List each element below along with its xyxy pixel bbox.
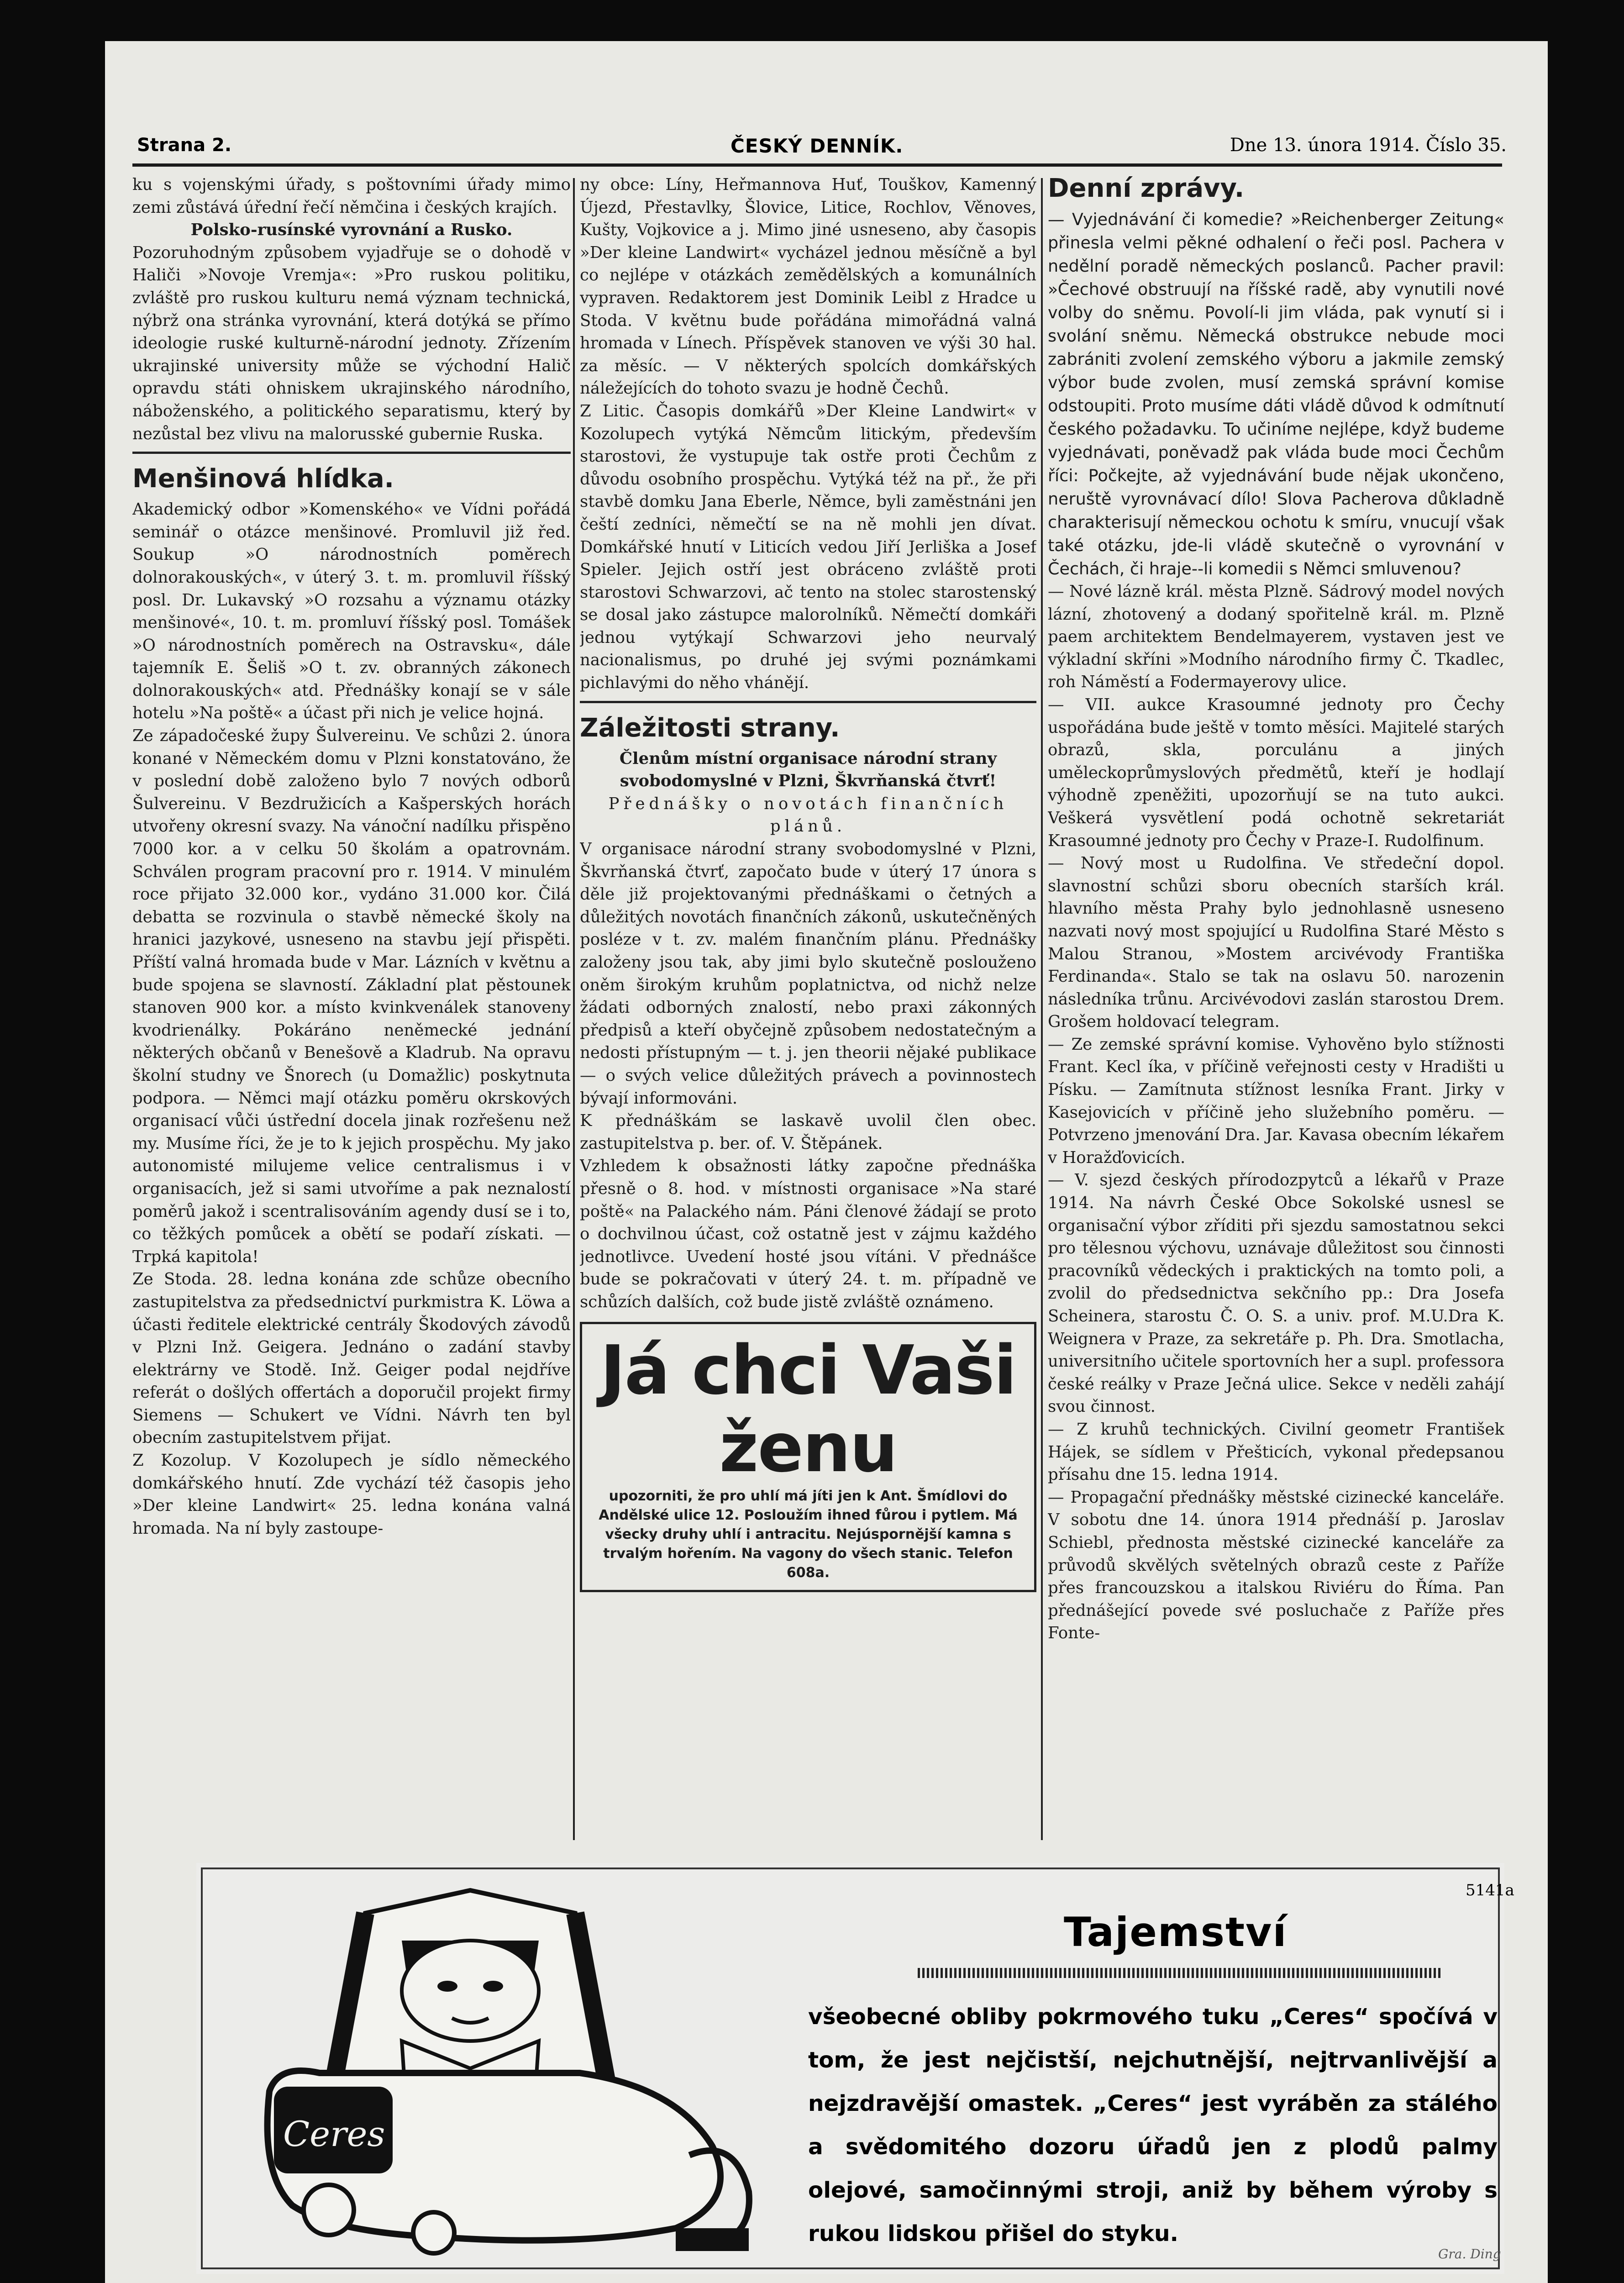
article-text: — Z kruhů technických. Civilní geometr František Hájek, se sídlem v Přešticích, vykonal předepsanou přísahu dne 15. ledna 1914. (1048, 1420, 1504, 1484)
newspaper-page (105, 41, 1548, 2283)
section-heading: Menšinová hlídka. (132, 464, 394, 494)
article-text: ny obce: Líny, Heřmannova Huť, Touškov, Kamenný Újezd, Přestavlky, Šlovice, Litice, Rochlov, Věnoves, Kušty, Vojkovice a j. Mimo jiné usneseno, aby časopis »Der kleine Landwirt« vycházel jednou měsíčně a byl co nejlépe v otázkách zemědělských a komunálních vypraven. Redaktorem jest Dominik Leibl z Hradce u Stoda. V květnu bude pořádána mimořádná valná hromada v Línech. Příspěvek stanoven ve výši 30 hal. za měsíc. — V některých spolcích domkářských náležejících do tohoto svazu je hodně Čechů. (580, 175, 1036, 398)
article-text: — Vyjednávání či komedie? »Reichenberger Zeitung« přinesla velmi pěkné odhalení o řeči posl. Pachera v nedělní poradě německých poslanců. Pacher pravil: »Čechové obstruují na říšské radě, aby vynutili nové volby do sněmu. Povolí-li jim vláda, pak vynutí si i svolání sněmu. Německá obstrukce nebude moci zabrániti zvolení zemského výboru a jakmile zemský výbor bude zvolen, musí zemská správní komise odstoupiti. Proto musíme dáti vládě důvod k odmítnutí českého požadavku. To učiníme nejlépe, když budeme vyjednávati, poněvadž pak vláda bude moci Čechům říci: Počkejte, až vyjednávání bude nějak ukončeno, neruště vyrovnávací dílo! Slova Pacherova důkladně charakterisují německou ochotu k smíru, vnucují však také otázku, jde-li vládě skutečně o vyrovnání v Čechách, či hraje--li komedii s Němci smluvenou? (1048, 210, 1504, 579)
header-rule (132, 163, 1502, 167)
article-text: — V. sjezd českých přírodozpytců a lékařů v Praze 1914. Na návrh České Obce Sokolské usnesl se organisační výbor zříditi při sjezdu samostatnou sekci pro tělesnou výchovu, uznávaje důležitost sou činnosti pracovníků vědeckých i praktických na tomto poli, a zvolil do předsednictva sekčního pp.: Dra Josefa Scheinera, starostu Č. O. S. a univ. prof. M.U.Dra K. Weignera v Praze, za sekretáře p. Ph. Dra. Smotlacha, universitního učitele sportovních her a supl. professora české reálky v Praze Ječná ulice. Sekce v neděli zahájí svou činnost. (1048, 1171, 1504, 1416)
column-divider (573, 178, 575, 1840)
section-divider (132, 452, 571, 454)
article-text: Ze západočeské župy Šulvereinu. Ve schůzi 2. února konané v Německém domu v Plzni konstatováno, že v poslední době založeno bylo 7 nových odborů Šulvereinu. V Bezdružicích a Kašperských horách utvořeny okresní svazy. Na vánoční nadílku přispěno 7000 kor. a v celku 50 školám a opatrovnám. Schválen program pracovní pro r. 1914. V minulém roce přijato 32.000 kor., vydáno 31.000 kor. Čilá debatta se rozvinula o stavbě německé školy na hranici jazykové, usneseno na stavbu její přispěti. Příští valná hromada bude v Mar. Lázních v květnu a bude spojena se slavností. Základní plat pěstounek stanoven 900 kor. a místo kvinkvenálek stanoveny kvodrienálky. Pokáráno neněmecké jednání některých občanů v Benešově a Kladrub. Na opravu školní studny ve Šnorech (u Domažlic) poskytnuta podpora. — Němci mají otázku poměru okrskových organisací vůči ústřední docela jinak rozřešenu než my. Musíme říci, že je to k jejich prospěchu. My jako autonomisté milujeme velice centralismus i v organisacích, jež si sami utvoříme a pak neznalostí poměrů jakož i scentralisováním agendy dusí se i to, co těžkých pomůcek a obětí se podaří získati. — Trpká kapitola! (132, 726, 571, 1266)
article-heading: Polsko-rusínské vyrovnání a Rusko. (190, 221, 513, 240)
column-1 (132, 174, 571, 1842)
issue-date: Dne 13. února 1914. Číslo 35. (1230, 135, 1507, 156)
newspaper-title: ČESKÝ DENNÍK. (731, 135, 904, 157)
article-text: V organisace národní strany svobodomyslné v Plzni, Škvrňanská čtvrť, započato bude v úterý 17 února s děle již projektovanými přednáškami o četných a důležitých novotách finančních zákonů, uskutečněných posléze v t. zv. malém finančním plánu. Přednášky založeny jsou tak, aby jimi bylo skutečně poslouženo oněm širokým kruhům poplatnictva, od nichž nelze žádati odborných znalostí, nebo praxi zákonných předpisů a kteří obyčejně způsobem nedostatečným a nedosti přístupným — t. j. jen theorii nějaké publikace — o svých velice důležitých právech a povinnostech bývají informováni. (580, 840, 1036, 1108)
article-text: ku s vojenskými úřady, s poštovními úřady mimo zemi zůstává úřední řečí němčina i českých krajích. (132, 175, 571, 217)
ad-code: 5141a (1466, 1881, 1514, 1899)
article-subheading: Členům místní organisace národní strany svobodomyslné v Plzni, Škvrňanská čtvrť! (619, 749, 997, 791)
article-text: — Propagační přednášky městské cizinecké kanceláře. V sobotu dne 14. února 1914 přednáší p. Jaroslav Schiebl, přednosta městské cizinecké kanceláře za průvodů skvělých světelných obrazů ceste z Paříže přes francouzskou a italskou Riviéru do Říma. Pan přednášející povede své posluchače z Paříže přes Fonte- (1048, 1488, 1504, 1643)
article-text: — Nové lázně král. města Plzně. Sádrový model nových lázní, zhotovený a dodaný spořitelně král. m. Plzně paem architektem Bendelmayerem, vystaven jest ve výkladní skříni »Modního národního firmy Č. Tkadlec, roh Náměstí a Fodermayerovy ulice. (1048, 582, 1504, 692)
article-text: — Ze zemské správní komise. Vyhověno bylo stížnosti Frant. Kecl íka, v příčině veřejnosti cesty v Hradišti u Písku. — Zamítnuta stížnost lesníka Frant. Jirky v Kasejovicích v příčině jeho služebního poměru. — Potvrzeno jmenování Dra. Jar. Kavasa obecním lékařem v Horažďovicích. (1048, 1035, 1504, 1167)
section-divider (580, 701, 1036, 703)
sphinx-logo-illustration (215, 1872, 808, 2265)
article-text: — Nový most u Rudolfina. Ve středeční dopol. slavnostní schůzi sboru obecních starších král. hlavního města Prahy bylo jednohlasně usneseno nazvati nový most spojující u Rudolfina Staré Město s Malou Stranou, »Mostem arcivévody Františka Ferdinanda«. Stalo se tak na oslavu 50. narozenin následníka trůnu. Arcivévodovi zaslán starostou Drem. Grošem holdovací telegram. (1048, 854, 1504, 1031)
article-text: Z Kozolup. V Kozolupech je sídlo německého domkářského hnutí. Zde vychází též časopis jeho »Der kleine Landwirt« 25. ledna konána valná hromada. Na ní byly zastoupe- (132, 1451, 571, 1538)
column-3 (1048, 174, 1504, 1845)
article-text: Vzhledem k obsažnosti látky započne přednáška přesně o 8. hod. v místnosti organisace »Na staré poště« na Palackého nám. Páni členové žádají se proto o dochvilnou účast, což ostatně jest v zájmu každého jednotlivce. Uvedení hosté jsou vítáni. V přednášce bude se pokračovati v úterý 24. t. m. případně ve schůzích dalších, což bude jistě zvláště oznámeno. (580, 1157, 1036, 1311)
article-text: Z Litic. Časopis domkářů »Der Kleine Landwirt« v Kozolupech vytýká Němcům litickým, především starostovi, že vystupuje tak ostře proti Čechům z důvodu osobního prospěchu. Vytýká též na př., že při stavbě domku Jana Eberle, Němce, byli zaměstnáni jen čeští zedníci, němečtí se na ně mohli jen dívat. Domkářské hnutí v Liticích vedou Jiří Jerliška a Josef Spieler. Jejich ostří jest obráceno zvláště proti starostovi Schwarzovi, ač tento na stolec starostenský se dosal jako zástupce malorolníků. Němečtí domkáři jednou vytýkají Schwarzovi jeho neurvalý nacionalismus, po druhé jej svými poznámkami pichlavými do něho vhánějí. (580, 401, 1036, 693)
artist-signature: Gra. Ding (1438, 2246, 1501, 2262)
section-heading: Denní zprávy. (1048, 174, 1245, 203)
article-text: Akademický odbor »Komenského« ve Vídni pořádá seminář o otázce menšinové. Promluvil již řed. Soukup »O národnostních poměrech dolnorakouských«, v úterý 3. t. m. promluvil říšský posl. Dr. Lukavský »O rozsahu a významu otázky menšinové«, 10. t. m. promluví říšský posl. Tomášek »O národnostních poměrech na Ostravsku«, dále tajemník E. Šeliš »O t. zv. obranných zákonech dolnorakouských« atd. Přednášky konají se v sále hotelu »Na poště« a účast při nich je velice hojná. (132, 500, 571, 723)
column-divider (1041, 178, 1043, 1840)
article-text: Pozoruhodným způsobem vyjadřuje se o dohodě v Haliči »Novoje Vremja«: »Pro ruskou politiku, zvláště pro ruskou kulturu nemá význam technická, nýbrž ona stránka vyrovnání, která dotýká se přímo ideologie ruské kulturně-národní jednoty. Zřízením ukrajinské university může se východní Halič opravdu státi ohniskem ukrajinského národního, náboženského, a politického separatismu, který by nezůstal bez vlivu na malorusské gubernie Ruska. (132, 243, 571, 443)
ad-headline: Já chci Vaši ženu (600, 1331, 1016, 1487)
article-text: — VII. aukce Krasoumné jednoty pro Čechy uspořádána bude ještě v tomto měsíci. Majitelé starých obrazů, skla, porculánu a jiných uměleckoprůmyslových předmětů, kteří je hodlají výhodně zpeněžiti, upozorňují se na tuto aukci. Veškerá vysvětlení podá ochotně sekretariát Krasoumné jednoty pro Čechy v Praze-I. Rudolfinum. (1048, 695, 1504, 850)
article-subtitle: Přednášky o novotách finančních plánů. (608, 794, 1008, 836)
ad-text: upozorniti, že pro uhlí má jíti jen k Ant. Šmídlovi do Andělské ulice 12. Posloužím ihned fůrou i pytlem. Má všecky druhy uhlí i antracitu. Nejúspornější kamna s trvalým hořením. Na vagony do všech stanic. Telefon 608a. (599, 1488, 1018, 1581)
section-heading: Záležitosti strany. (580, 713, 840, 743)
decorative-stripe (918, 1968, 1443, 1978)
page-number: Strana 2. (137, 135, 232, 156)
ad-heading: Tajemství (1064, 1909, 1288, 1956)
ad-body: všeobecné obliby pokrmového tuku „Ceres“ spočívá v tom, že jest nejčistší, nejchutnější, nejtrvanlivější a nejzdravější omastek. „Ceres“ jest vyráběn za stálého a svědomitého dozoru úřadů jen z plodů palmy olejové, samočinnými stroji, aniž by během výroby s rukou lidskou přišel do styku. (808, 2004, 1498, 2246)
ceres-brand-text: Ceres (283, 2114, 385, 2154)
column-2 (580, 174, 1036, 1840)
ceres-advertisement (196, 1863, 1514, 2274)
page-header (137, 135, 1507, 176)
article-text: Ze Stoda. 28. ledna konána zde schůze obecního zastupitelstva za předsednictví purkmistra K. Löwa a účasti ředitele elektrické centrály Škodových závodů v Plzni Inž. Geigera. Jednáno o zadání stavby elektrárny ve Stodě. Inž. Geiger podal nejdříve referát o došlých offertách a doporučil projekt firmy Siemens — Schukert ve Vídni. Návrh ten byl obecním zastupitelstvem přijat. (132, 1270, 571, 1447)
coal-advertisement (580, 1322, 1036, 1592)
article-text: K přednáškám se laskavě uvolil člen obec. zastupitelstva p. ber. of. V. Štěpánek. (580, 1111, 1036, 1153)
